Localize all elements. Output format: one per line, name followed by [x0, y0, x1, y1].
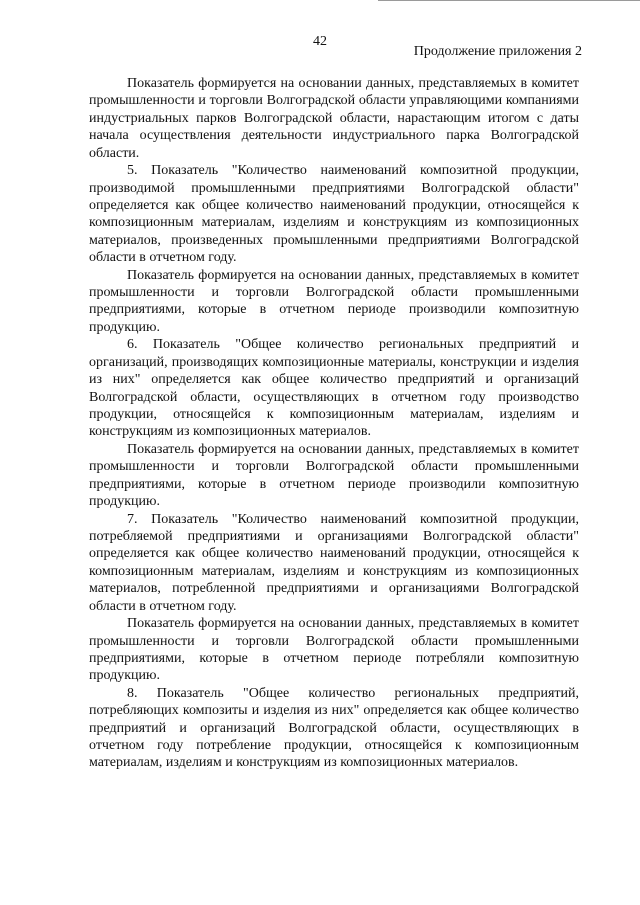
paragraph: 8. Показатель "Общее количество региональных предприятий, потребляющих композиты и изделия из них" определяется как общее количество предприятий и организаций Волгоградской области, осуществляющих в отчетном году потребление продукции, относящейся к композиционным материалам, изделиям и конструкциям из композиционных материалов.: [89, 685, 579, 771]
paragraph: Показатель формируется на основании данных, представляемых в комитет промышленности и торговли Волгоградской области промышленными предприятиями, которые в отчетном периоде производили композитную продукцию.: [89, 441, 579, 510]
paragraph: 7. Показатель "Количество наименований композитной продукции, потребляемой предприятиями и организациями Волгоградской области" определяется как общее количество наименований продукции, относящейся к композиционным материалам, изделиям и конструкциям из композиционных материалов, потребленной предприятиями и организациями Волгоградской области в отчетном году.: [89, 511, 579, 614]
paragraph: Показатель формируется на основании данных, представляемых в комитет промышленности и торговли Волгоградской области управляющими компаниями индустриальных парков Волгоградской области, нарастающим итогом с даты начала осуществления деятельности индустриального парка Волгоградской области.: [89, 76, 579, 161]
paragraph: 5. Показатель "Количество наименований композитной продукции, производимой промышленными предприятиями Волгоградской области" определяется как общее количество наименований продукции, относящейся к композиционным материалам, изделиям и конструкциям из композиционных материалов, произведенных промышленными предприятиями Волгоградской области в отчетном году.: [89, 163, 579, 266]
body-text: [89, 75, 579, 772]
paragraph: Показатель формируется на основании данных, представляемых в комитет промышленности и торговли Волгоградской области промышленными предприятиями, которые в отчетном периоде потребляли композитную продукцию.: [89, 616, 579, 684]
scan-edge-line: [378, 0, 640, 1]
page-number: 42: [313, 34, 327, 49]
paragraph: 6. Показатель "Общее количество региональных предприятий и организаций, производящих композиционные материалы, конструкции и изделия из них" определяется как общее количество предприятий и организаций Волгоградской области, осуществляющих в отчетном году производство продукции, относящейся к композиционным материалам, изделиям и конструкциям из композиционных материалов.: [89, 337, 579, 440]
running-head: Продолжение приложения 2: [413, 44, 582, 59]
paragraph: Показатель формируется на основании данных, представляемых в комитет промышленности и торговли Волгоградской области промышленными предприятиями, которые в отчетном периоде производили композитную продукцию.: [89, 267, 579, 335]
